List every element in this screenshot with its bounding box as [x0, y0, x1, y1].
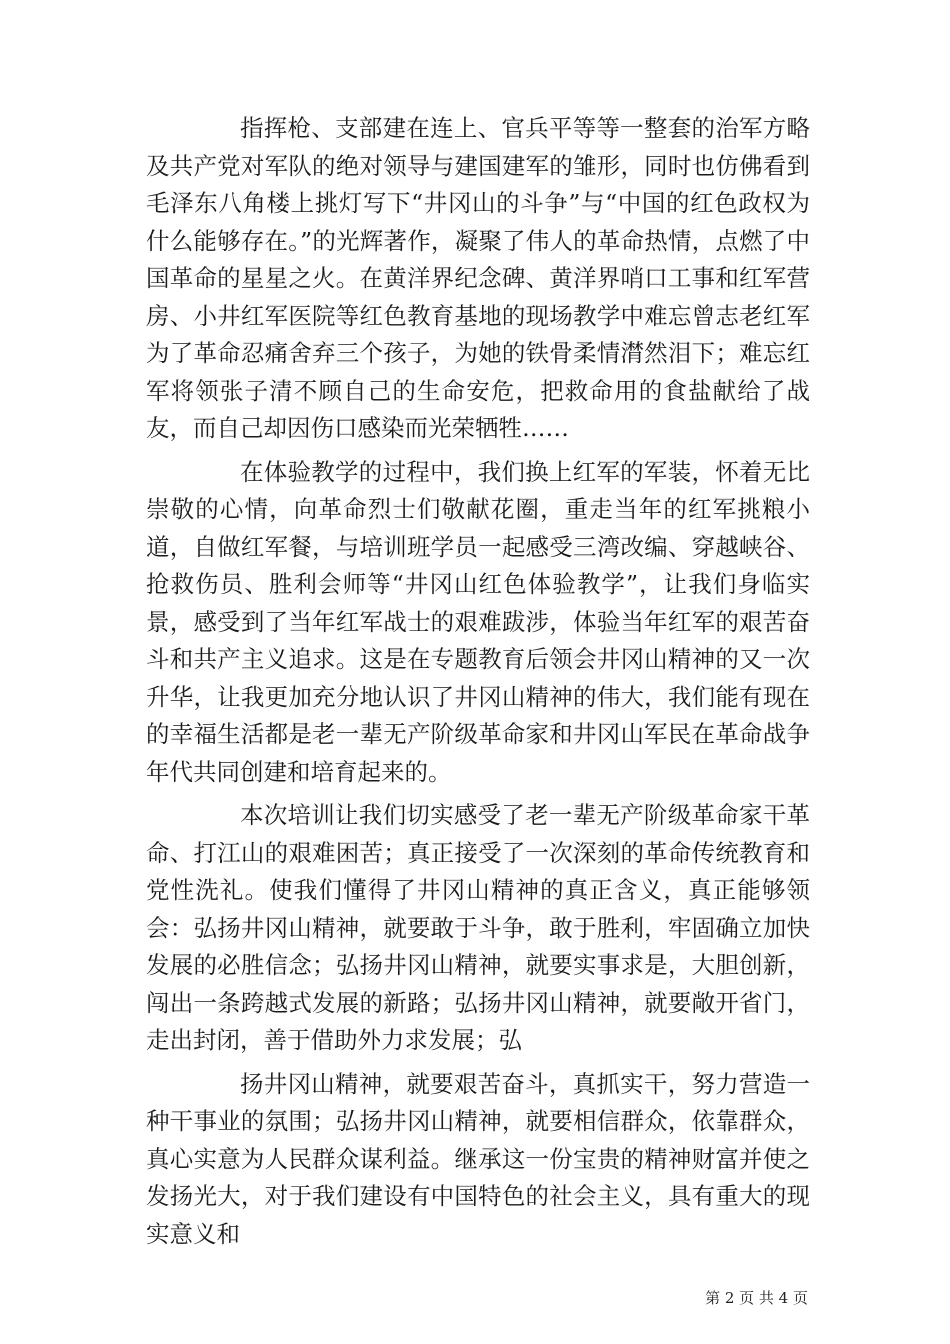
paragraph-3: 本次培训让我们切实感受了老一辈无产阶级革命家干革命、打江山的艰难困苦；真正接受了一次深刻的革命传统教育和党性洗礼。使我们懂得了井冈山精神的真正含义，真正能够领会：弘扬井冈山精神，就要敢于斗争，敢于胜利，牢固确立加快发展的必胜信念；弘扬井冈山精神，就要实事求是，大胆创新，闯出一条跨越式发展的新路；弘扬井冈山精神，就要敞开省门，走出封闭，善于借助外力求发展；弘 [146, 801, 810, 1054]
page-number-footer: 第 2 页 共 4 页 [705, 1289, 808, 1307]
paragraph-4: 扬井冈山精神，就要艰苦奋斗，真抓实干，努力营造一种干事业的氛围；弘扬井冈山精神，就要相信群众，依靠群众，真心实意为人民群众谋利益。继承这一份宝贵的精神财富并使之发扬光大，对于我们建设有中国特色的社会主义，具有重大的现实意义和 [146, 1069, 810, 1248]
document-body [146, 110, 810, 1253]
paragraph-2: 在体验教学的过程中，我们换上红军的军装，怀着无比崇敬的心情，向革命烈士们敬献花圈，重走当年的红军挑粮小道，自做红军餐，与培训班学员一起感受三湾改编、穿越峡谷、抢救伤员、胜利会师等“井冈山红色体验教学”，让我们身临实景，感受到了当年红军战士的艰难跋涉，体验当年红军的艰苦奋斗和共产主义追求。这是在专题教育后领会井冈山精神的又一次升华，让我更加充分地认识了井冈山精神的伟大，我们能有现在的幸福生活都是老一辈无产阶级革命家和井冈山军民在革命战争年代共同创建和培育起来的。 [146, 457, 810, 786]
paragraph-1: 指挥枪、支部建在连上、官兵平等等一整套的治军方略及共产党对军队的绝对领导与建国建军的雏形，同时也仿佛看到毛泽东八角楼上挑灯写下“井冈山的斗争”与“中国的红色政权为什么能够存在。”的光辉著作，凝聚了伟人的革命热情，点燃了中国革命的星星之火。在黄洋界纪念碑、黄洋界哨口工事和红军营房、小井红军医院等红色教育基地的现场教学中难忘曾志老红军为了革命忍痛舍弃三个孩子，为她的铁骨柔情潸然泪下；难忘红军将领张子清不顾自己的生命安危，把救命用的食盐献给了战友，而自己却因伤口感染而光荣牺牲…… [146, 114, 810, 442]
